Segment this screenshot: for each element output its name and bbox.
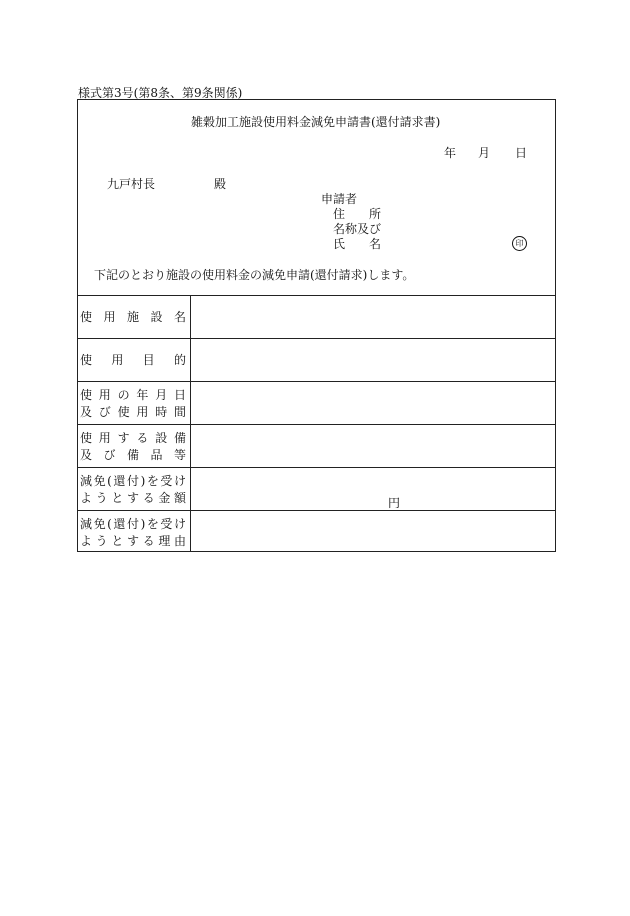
table-row-label-line: 減免(還付)を受け: [80, 474, 186, 488]
table-row-label-line: 及び備品等: [80, 448, 186, 462]
applicant-name-label: 氏 名: [333, 237, 382, 251]
table-row-label-line: 使用の年月日: [80, 388, 186, 402]
table-row-label: 使用目的: [80, 353, 186, 367]
table-row-label-line: 使用する設備: [80, 431, 186, 445]
applicant-address-label: 住 所: [333, 207, 382, 221]
table-row-label: [80, 516, 186, 550]
table-row-label-line: 減免(還付)を受け: [80, 517, 186, 531]
row-divider: [77, 424, 556, 425]
date-month-label: 月: [478, 146, 491, 160]
table-row-label: [80, 387, 186, 421]
addressee-honorific: 殿: [214, 177, 227, 191]
column-divider: [190, 295, 191, 552]
date-day-label: 日: [515, 146, 528, 160]
row-divider: [77, 510, 556, 511]
applicant-name-and-label: 名称及び: [333, 222, 382, 236]
table-row-label: 使用施設名: [80, 310, 186, 324]
form-number-label: 様式第3号(第8条、第9条関係): [78, 86, 243, 100]
row-divider: [77, 467, 556, 468]
table-row-label-line: 及び使用時間: [80, 405, 186, 419]
table-top-divider: [77, 295, 556, 296]
amount-yen-unit: 円: [388, 496, 401, 510]
table-row-label: [80, 430, 186, 464]
table-row-label-line: ようとする金額: [80, 491, 186, 505]
table-row-label-line: ようとする理由: [80, 534, 186, 548]
row-divider: [77, 338, 556, 339]
row-divider: [77, 381, 556, 382]
table-row-label: [80, 473, 186, 507]
form-title: 雑穀加工施設使用料金減免申請書(還付請求書): [191, 115, 441, 129]
addressee-name: 九戸村長: [107, 177, 156, 191]
applicant-heading: 申請者: [321, 192, 358, 206]
seal-mark: 印: [512, 236, 527, 251]
request-statement: 下記のとおり施設の使用料金の減免申請(還付請求)します。: [94, 268, 415, 282]
date-year-label: 年: [444, 146, 457, 160]
